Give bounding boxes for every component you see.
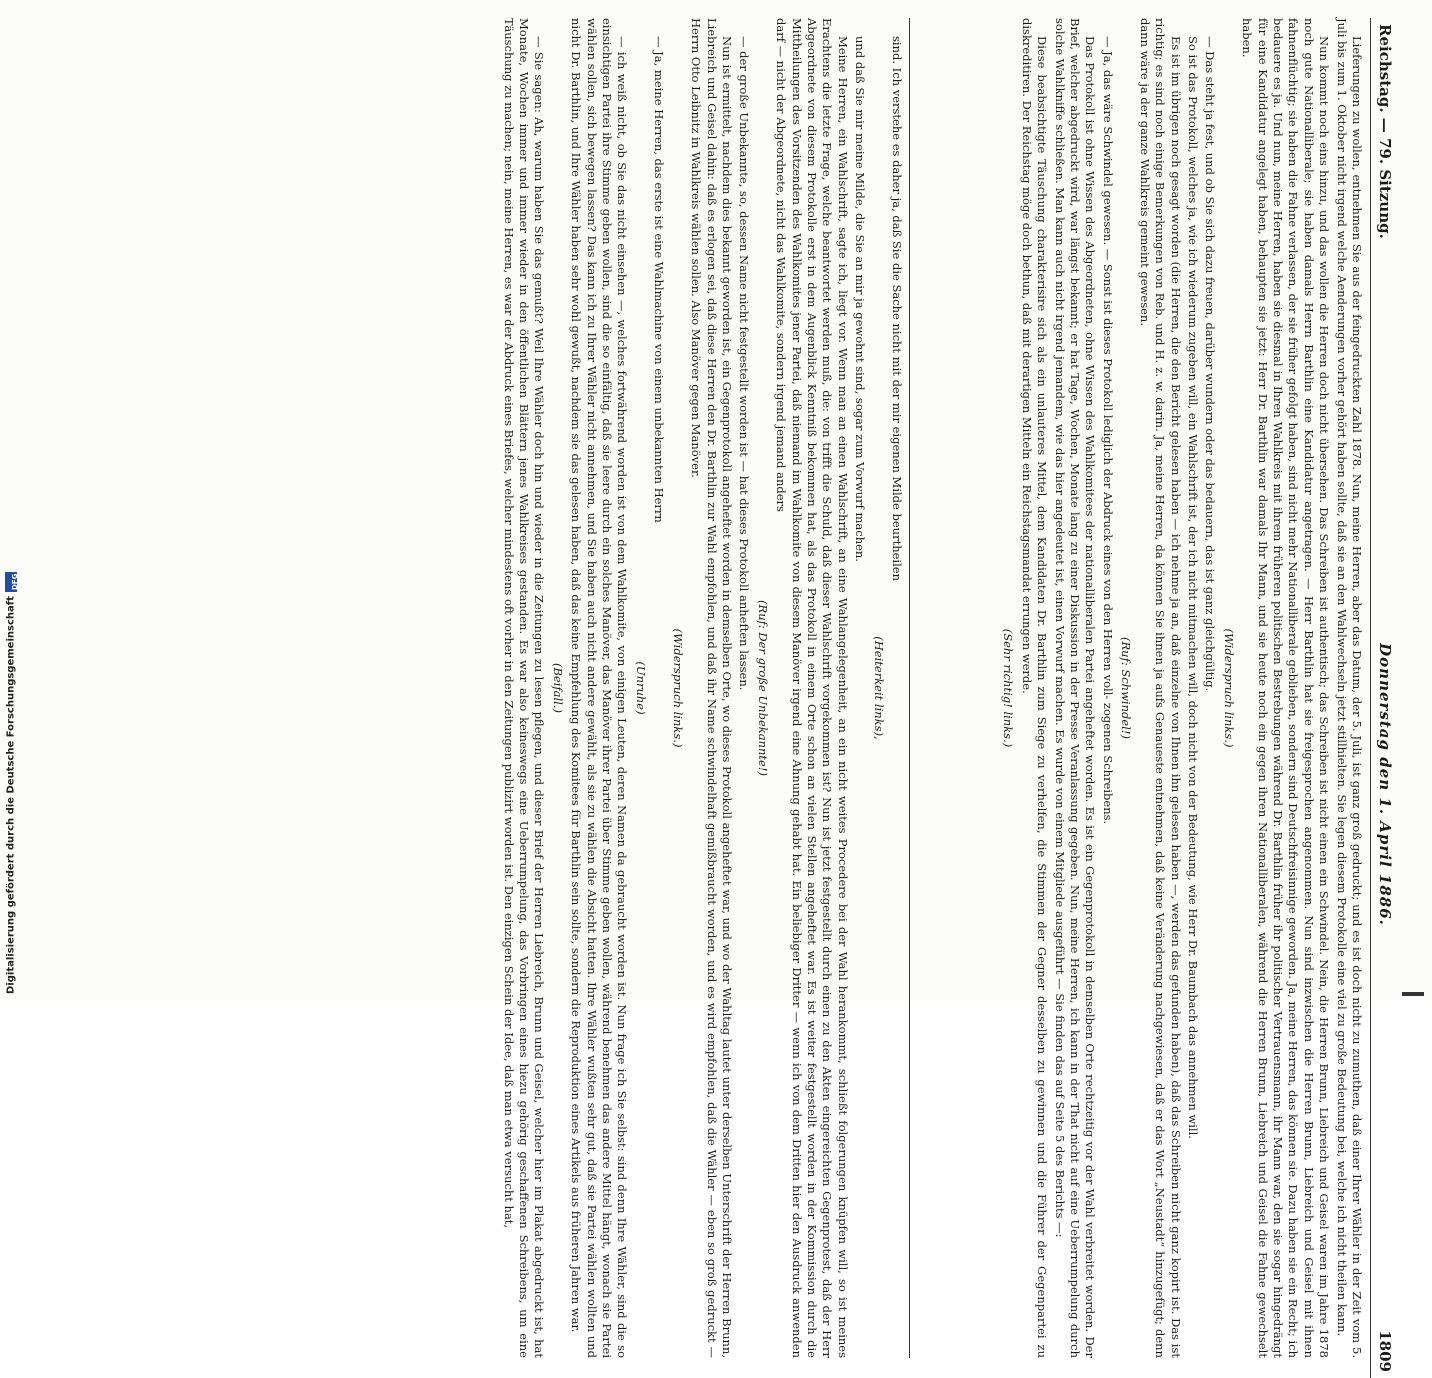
page-number: 1809: [1376, 1330, 1395, 1372]
paragraph: — Ja, das wäre Schwindel gewesen. — Sonst ist dieses Protokoll lediglich der Abdruck eines von den Herren voll- zogenen Schreibens.: [1100, 36, 1115, 825]
rotated-scanned-sheet: [40, 18, 1400, 1372]
paragraph: — Sie sagen: Ah, warum haben Sie das gemußt? Weil Ihre Wähler doch hin und wieder in die Zeitungen zu lesen pflegen, und dieser Brief der Herren Liebreich, Brunn und Geisel, welcher hier im Plakat abgedruckt ist, hat Monate, Wochen immer und immer wieder in den öffentlichen Blättern jenes Wahlkreises gestanden. Es war also keineswegs eine Ueberrumpelung, das Vorbringen eines hiezu gehörig geschaffenen Schreibens, um eine Täuschung zu machen; nein, meine Herren, es war der Abdruck eines Briefes, welcher mindestens oft vorher in den Zeitungen publizirt worden ist. Den einzigen Schein der Idee, daß man etwa versucht hat,: [501, 18, 547, 1358]
paragraph: (Unruhe): [633, 661, 648, 715]
paragraph: Nun ist ermittelt, nachdem dies bekannt geworden ist, ein Gegenprotokoll angeheftet worden in demselben Orte, wo dieses Protokoll angeheftet war, und wo der Wahltag lautet unter derselben Unterschrift der Herren Brunn, Liebreich und Geisel dahin: daß es erlogen sei, daß diese Herren den Dr. Barthlin zur Wahl empfohlen, und daß ihr Name schwindelhaft gemißbraucht worden, und es wird empfohlen, daß die Wähler — eben so groß gedruckt — Herrn Otto Leibnitz in Wahlkreis wählen sollen. Also Manöver gegen Manöver.: [689, 18, 734, 1358]
paragraph: Lieferungen zu wollen, entnehmen Sie aus der feingedruckten Zahl 1878. Nun, meine Herren, aber das Datum, der 5. Juli, ist ganz groß gedruckt; und es ist doch nicht zu zumuthen, daß einer Ihrer Wähler in der Zeit vom 5. Juli bis zum 1. Oktober nicht irgend welche Aenderungen vorher gehört haben sollte, daß sie an den Wahlwechseln jetzt stillhielten. Sie legen diesem Protokolle eine viel zu große Bedeutung bei, welche ich nicht theilen kann.: [1334, 18, 1364, 1358]
paragraph: Diese beabsichtigte Täuschung charakterisire sich als ein unlauteres Mittel, dem Kandidaten Dr. Barthlin zum Siege zu verhelfen, die Stimmen der Gegner desselben zu gewinnen und die Führer der Gegenpartei zu diskreditiren. Der Reichstag möge doch bethun, daß mit derartigen Mitteln ein Reichstagsmandat errungen werde.: [1019, 18, 1050, 1358]
paragraph: — ich weiß nicht, ob Sie das nicht einsehen —, welches fortwährend worden ist von dem Wahlkomite, von einigen Leuten, deren Namen da gebraucht worden ist. Nun frage ich Sie selbst: sind denn Ihre Wähler, sind die so einsichtigen Partei ihre Stimme geben wollen, sind die so einfältig, daß sie leere durch ein solches Manöver, das Manöver ihrer Partei über Stimme geben wollen, während benehmen das andere Mittel hängt, wonach sie Partei wählen sollen, sich bewegen lassen? Das kann ich zu Ihrer Wähler nicht annehmen, und Sie haben auch nicht andere gewählt, als sie zu wählen die Absicht hatten. Ihre Wähler wußten sehr gut, daß sie Partei wählen wollten und nicht Dr. Barthlin, und Ihre Wähler haben sehr wohl gewußt, nachdem sie das gelesen haben, daß das keine Empfehlung des Komitees für Barthlin sein sollte, sondern die Reproduktion eines Artikels aus früheren Jahren war.: [569, 18, 630, 1358]
paragraph: — Das steht ja fest, und ob Sie sich dazu freuen, darüber wundern oder das bedauern, das ist ganz gleichgültig.: [1203, 36, 1218, 692]
paragraph: (Sehr richtig! links.): [1001, 628, 1016, 748]
dfg-credit: [4, 394, 18, 994]
paragraph: (Widerspruch links.): [670, 628, 685, 748]
paragraph: Es ist im übrigen noch gesagt worden (die Herren, die den Bericht gelesen haben — ich nehme ja an, daß einzelne von Ihnen ihn gelesen haben —, werden das gefunden haben), daß das Schreiben nicht ganz kopirt ist. Das ist richtig; es sind noch einige Bemerkungen von Reb. und H. z. w. darin. Ja, meine Herren, da können Sie ihnen ja aufs Genaueste entnehmen, daß keine Veränderung nachgewiesen, daß er das Wort „Neustadt“ hinzugefügt; denn dann wäre ja der ganze Wahlkreis gemeint gewesen.: [1137, 18, 1183, 1358]
scan-edge-mark: [1402, 992, 1424, 996]
paragraph: sind. Ich verstehe es daher ja, daß Sie die Sache nicht mit der mir eigenen Milde beurtheilen: [890, 36, 904, 581]
text-column-right: [914, 18, 1364, 1358]
column-divider: [909, 18, 910, 1358]
paragraph: Nun kommt noch eins hinzu, und das wollen die Herren doch nicht übersehen. Das Schreiben ist authentisch; das Schreiben ist nicht einen ein Schwindel. Nein, die Herren Brunn, Liebreich und Geisel waren im Jahre 1878 noch gute Nationalliberale; sie haben damals Herrn Barthlin eine Kandidatur angetragen. — Herr Barthlin hat sie freigesprochen angenommen. Nun sind inzwischen die Herren Brunn, Liebreich und Geisel mit ihnen fahnenflüchtig; sie haben die Fahne verlassen, der sie früher gefolgt haben, sind nicht mehr Nationalliberale geblieben, sondern sind Deutschfreisinnige geworden. Ja, meine Herren, das können sie. Dazu haben sie ein Recht; ich bedauere es ja. Und nun, meine Herren, haben sie diesmal in Ihren Wahlkreis mit ihrem früheren politischen Bestrebungen während Dr. Barthlin früher ihr politischer Vertrauensmann, ihr Mann war, den sie sogar hingedrängt für eine Kandidatur angelegt haben, behaupten sie jetzt: Herr Dr. Barthlin war damals Ihr Mann, und sie heute noch ein gegen ihren Nationalliberalen, während die Herren Brunn, Liebreich und Geisel die Fahne gewechselt haben.: [1240, 18, 1332, 1358]
header-left: Reichstag. — 79. Sitzung.: [1376, 24, 1395, 239]
page-header: [1370, 18, 1400, 1378]
header-date: Donnerstag den 1. April 1886.: [1376, 643, 1395, 926]
paragraph: — Ja, meine Herren, das erste ist eine Wahlmachine von einem unbekannten Herrn: [652, 36, 667, 523]
paragraph: und daß Sie mir meine Milde, die Sie an mir ja gewohnt sind, sogar zum Vorwurf machen.: [853, 36, 868, 562]
paragraph: (Heiterkeit links),: [871, 636, 886, 740]
paragraph: So ist das Protokoll, welches ja, wie ich wiederum zugeben will, ein Wahlschrift ist, der ich nicht mitmachen will, doch nicht von der Bedeutung, wie Herr Dr. Baumbach das annehmen will.: [1185, 36, 1200, 1139]
dfg-logo: DFG: [5, 572, 17, 592]
paragraph: Das Protokoll ist ohne Wissen des Abgeordneten, ohne Wissen des Wahlkomitees der nationalliberalen Partei angeheftet worden. Es ist ein Gegenprotokoll in demselben Orte rechtzeitig vor der Wahl verbreitet worden. Der Brief, welcher abgedruckt wird, war längst bekannt; er hat Tage, Wochen, Monate lang zu einer Diskussion in der Presse Veranlassung gegeben. Nun, meine Herren, ich kann in der That nicht auf eine Ueberrumpelung durch solche Wahlkniffe schließen. Man kann auch nicht irgend jemandem, wie das hier angedeutet ist, einen Vorwurf machen. Es wurde von einem Mitgliede ausgeführt — Sie finden das auf Seite 5 des Berichts —:: [1052, 18, 1098, 1358]
paragraph: — der große Unbekannte, so, dessen Name nicht festgestellt worden ist — hat dieses Protokoll anheften lassen.: [737, 36, 752, 691]
paragraph: (Ruf: Schwindel!): [1119, 637, 1134, 739]
paragraph: (Widerspruch links.): [1221, 628, 1236, 748]
paragraph: (Beifall.): [550, 662, 565, 714]
text-column-left: [454, 18, 904, 1358]
paragraph: (Ruf: Der große Unbekannte!): [755, 600, 770, 776]
credit-text: Digitalisierung gefördert durch die Deutsche Forschungsgemeinschaft: [5, 596, 17, 994]
paragraph: Meine Herren, ein Wahlschrift, sagte ich, liegt vor. Wenn man an einen Wahlschrift, an eine Wahlangelegenheit, an ein nicht weites Procedere bei der Wahl herankommt, schließt folgerungen knüpfen will, so ist meines Erachtens die letzte Frage, welche beantwortet werden muß, die: von trifft die Schuld, daß dieser Wahlschrift vorgekommen ist? Nun ist jetzt festgestellt durch einen zu den Akten eingereichten Gegenprotest, daß der Herr Abgeordnete von diesem Protokolle erst in dem Augenblick Kenntniß bekommen hat, als das Protokoll in einem Orte schon an vielen Stellen angeheftet war. Es ist weiter festgestellt worden in der Kommission durch die Mittheilungen des Vorsitzenden des Wahlkomites jener Partei, daß niemand im Wahlkomite von diesem Manöver irgend eine Ahnung gehabt hat. Ein beliebiger Dritter — wenn ich von dem Dritten hier den Ausdruck anwenden darf — nicht der Abgeordnete, nicht das Wahlkomite, sondern irgend jemand anders: [774, 18, 850, 1358]
